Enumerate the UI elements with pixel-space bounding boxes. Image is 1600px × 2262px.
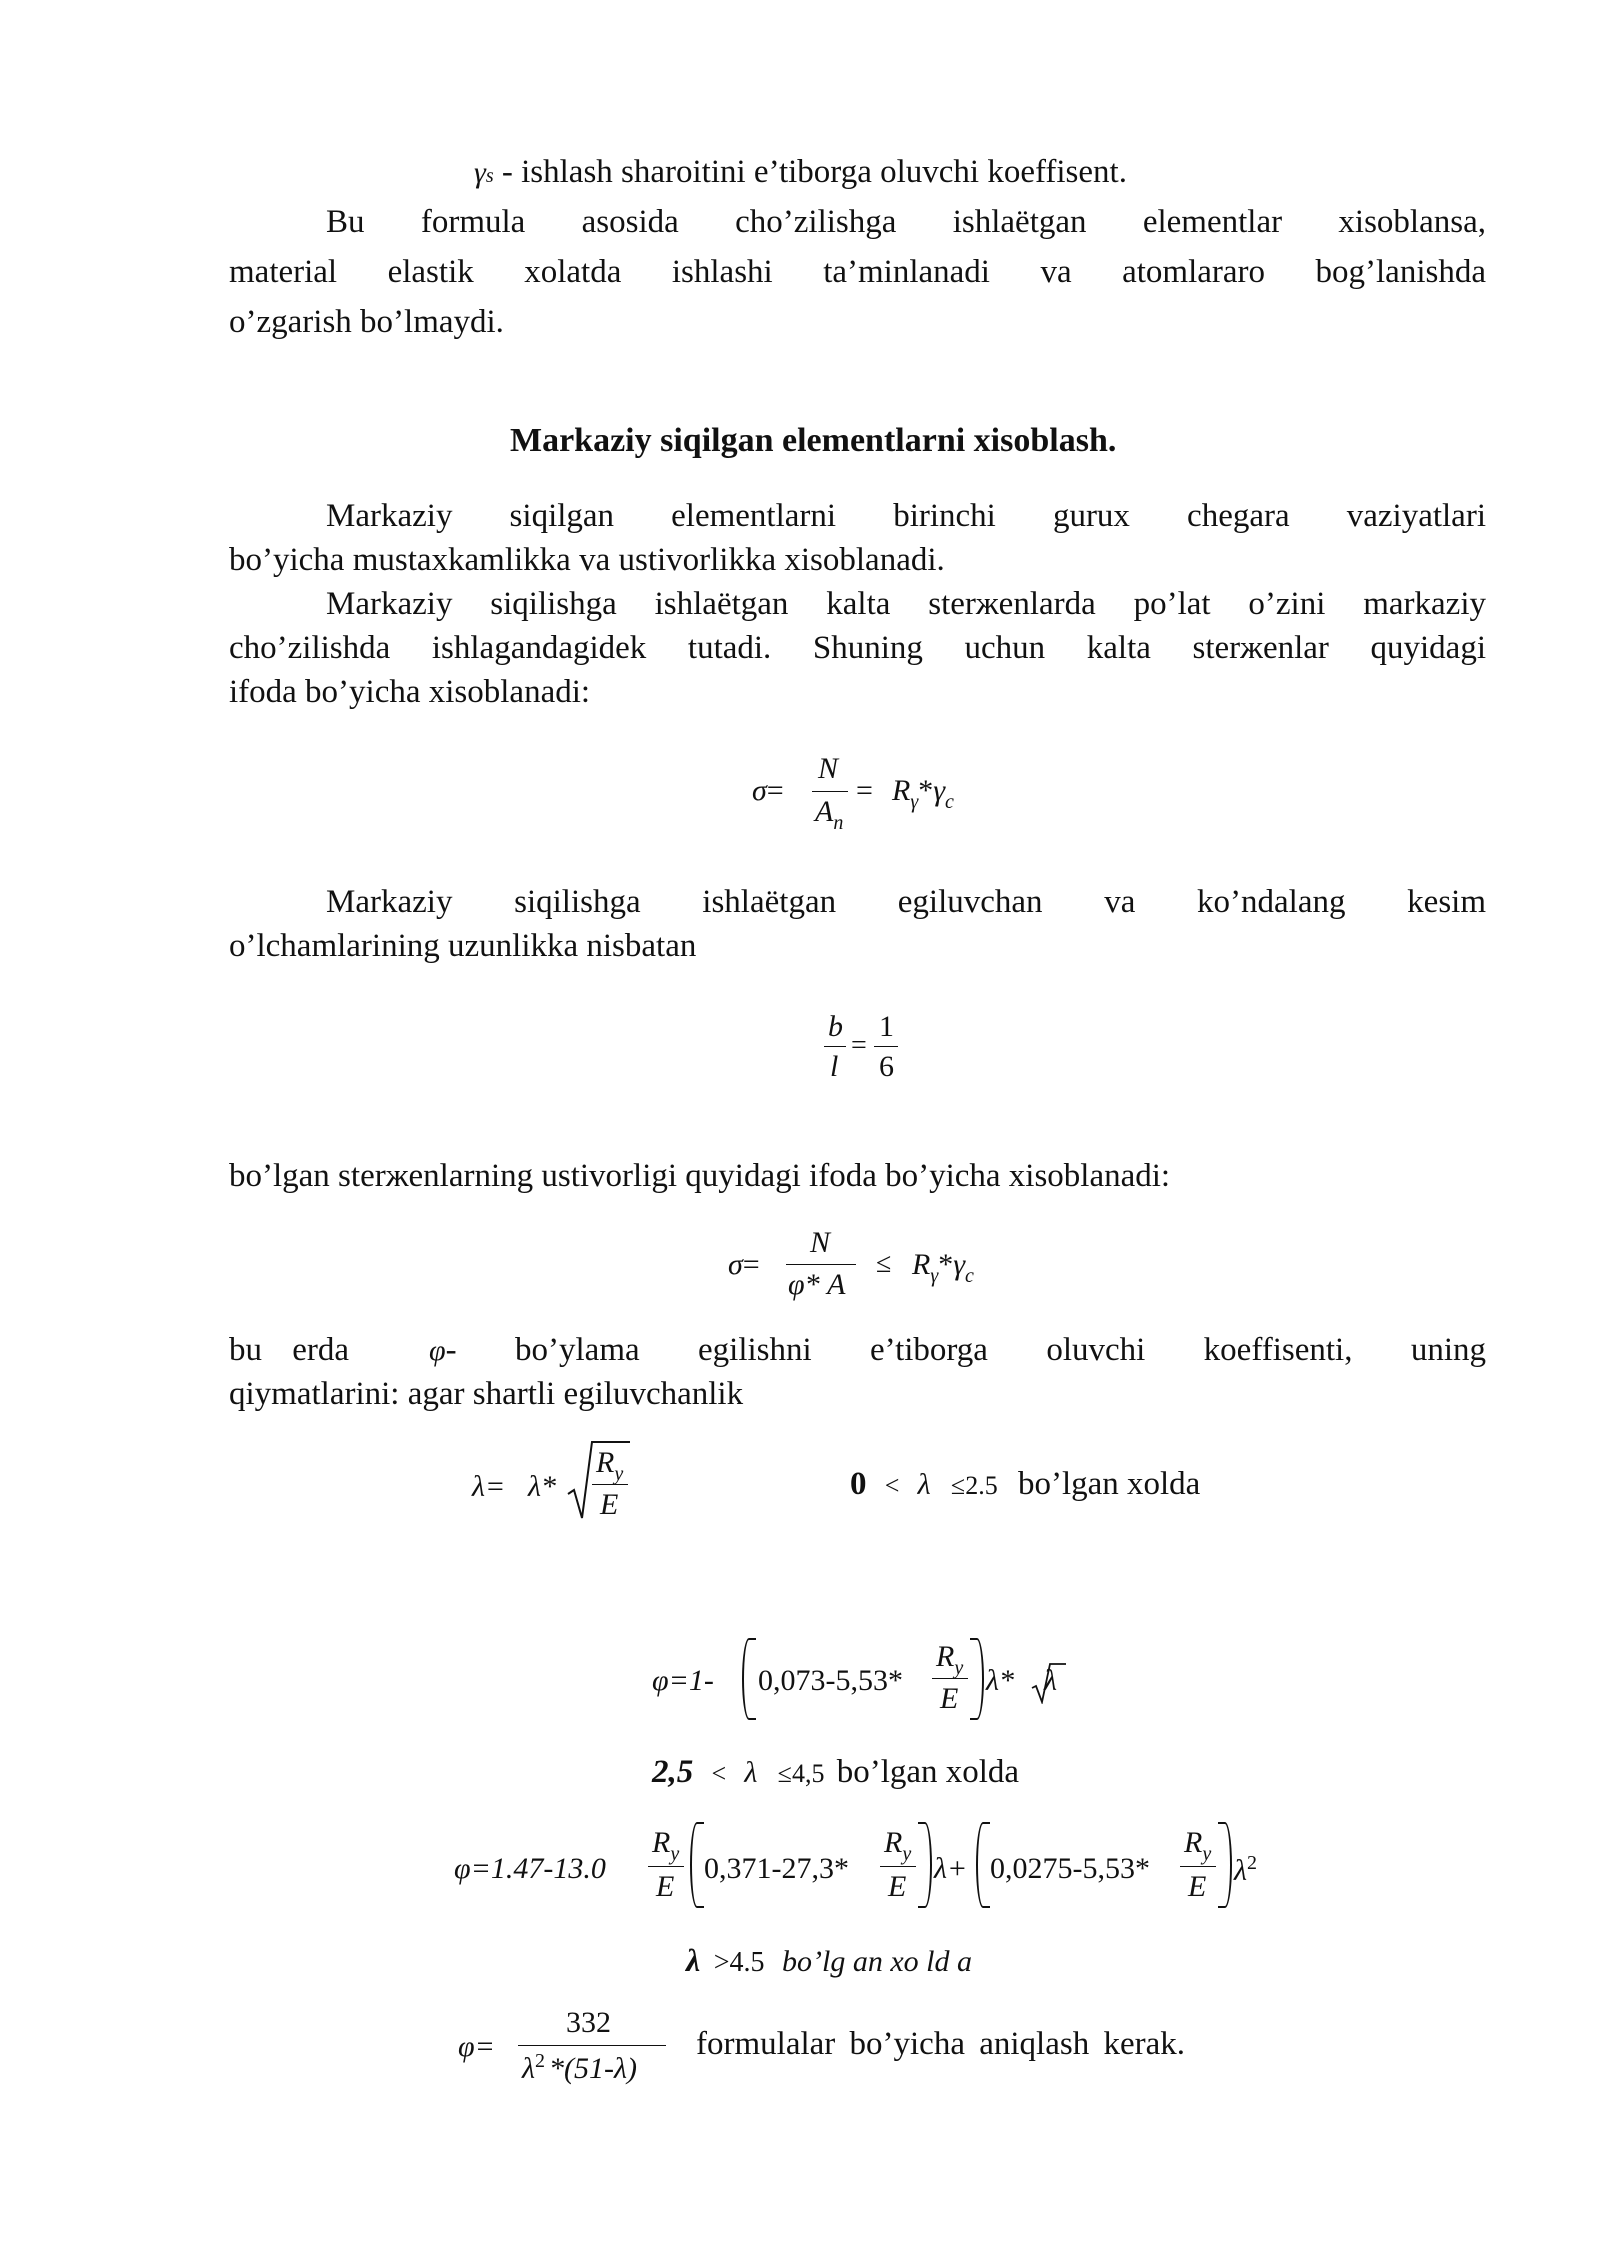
exponent: 2 (1247, 1852, 1257, 1874)
fraction-denominator: E (940, 1682, 959, 1715)
lambda-symbol: λ (686, 1942, 701, 1978)
R-symbol: R (912, 1248, 931, 1281)
lambda-plus: λ+ (934, 1852, 968, 1885)
fraction-bar (786, 1264, 856, 1265)
fraction-numerator: R (652, 1826, 671, 1859)
fraction-bar (648, 1866, 684, 1867)
fraction-bar (518, 2045, 666, 2046)
root-argument: λ (1044, 1664, 1057, 1697)
fraction-denominator: E (600, 1488, 619, 1521)
gamma-symbol: γ (474, 156, 486, 189)
closing-text: formulalar bo’yicha aniqlash kerak. (696, 2026, 1185, 2062)
fraction-denominator: φ* A (788, 1268, 846, 1301)
paragraph-line: qiymatlarini: agar shartli egiluvchanlik (229, 1376, 744, 1412)
fraction-denominator: E (656, 1870, 675, 1903)
exponent: 2 (535, 2050, 545, 2072)
paragraph-line: Markaziy siqilgan elementlarni birinchi gurux chegara vaziyatlari (326, 498, 1486, 534)
paragraph-limit-states (229, 494, 1486, 582)
gamma-subscript: c (945, 791, 954, 813)
section-title: Markaziy siqilgan elementlarni xisoblash. (510, 422, 1117, 459)
paragraph-stability: bo’lgan sterжenlarning ustivorligi quyidagi ifoda bo’yicha xisoblanadi: (229, 1158, 1171, 1194)
condition-upper: ≤4,5 (777, 1759, 825, 1788)
denominator-subscript: n (833, 812, 844, 834)
less-than-sign: < (884, 1471, 900, 1500)
paragraph-line: Markaziy siqilishga ishlaëtgan egiluvchan va ko’ndalang kesim (326, 884, 1486, 920)
fraction-numerator: b (828, 1010, 843, 1043)
paragraph-line: o’lchamlarining uzunlikka nisbatan (229, 928, 697, 964)
condition-lower: 2,5 (652, 1754, 694, 1790)
left-paren-icon (976, 1822, 990, 1908)
paragraph-text: bu erda (229, 1332, 350, 1368)
condition-range-3 (686, 1942, 972, 1979)
lambda-times: λ* (986, 1664, 1014, 1697)
fraction-bar (880, 1866, 916, 1867)
condition-upper: ≤2.5 (950, 1471, 998, 1500)
condition-text: bo’lgan xolda (836, 1754, 1020, 1790)
fraction-numerator: N (810, 1226, 831, 1259)
fraction-denominator: E (888, 1870, 907, 1903)
equals-sign: = (742, 1248, 760, 1281)
multiply-sign: * (918, 774, 934, 807)
paragraph-line: Bu formula asosida cho’zilishga ishlaëtgan elementlar xisoblansa, (326, 204, 1486, 240)
fraction-numerator: 332 (566, 2006, 611, 2039)
right-paren-icon (1218, 1822, 1232, 1908)
R-subscript: γ (930, 1265, 939, 1287)
left-paren-icon (742, 1638, 756, 1720)
right-paren-icon (918, 1822, 932, 1908)
fraction-numerator: R (884, 1826, 903, 1859)
right-paren-icon (970, 1638, 984, 1720)
paragraph-line: cho’zilishda ishlagandagidek tutadi. Shuning uchun kalta sterжenlar quyidagi (229, 630, 1486, 666)
fraction-denominator: 6 (879, 1050, 894, 1083)
numerator-subscript: y (954, 1657, 964, 1679)
lambda-symbol: λ (917, 1468, 931, 1501)
fraction-bar (874, 1046, 898, 1047)
lambda-times: λ* (528, 1470, 556, 1503)
lambda-symbol: λ (522, 2052, 535, 2085)
lambda-symbol: λ (1234, 1854, 1247, 1887)
fraction-denominator: A (815, 795, 834, 828)
numerator-subscript: y (1202, 1843, 1212, 1865)
R-subscript: γ (910, 791, 919, 813)
paragraph-line: ifoda bo’yicha xisoblanadi: (229, 674, 591, 710)
paragraph-short-rods (229, 582, 1486, 714)
numerator-subscript: y (902, 1843, 912, 1865)
numerator-subscript: y (614, 1463, 624, 1485)
paragraph-formula-basis (229, 200, 1486, 344)
sigma-symbol: σ (728, 1248, 743, 1281)
multiply-sign: * (938, 1248, 954, 1281)
fraction-denominator: E (1188, 1870, 1207, 1903)
phi-symbol: φ (429, 1334, 446, 1367)
fraction-numerator: R (596, 1446, 615, 1479)
gamma-symbol: γ (953, 1248, 966, 1281)
fraction-numerator: 1 (879, 1010, 894, 1043)
inner-expression: 0,0275-5,53* (990, 1852, 1150, 1885)
paragraph-line: bo’yicha mustaxkamlikka va ustivorlikka xisoblanadi. (229, 542, 945, 578)
denominator-expression: *(51-λ) (549, 2052, 637, 2085)
paragraph-line: o’zgarish bo’lmaydi. (229, 304, 504, 340)
inner-expression: 0,073-5,53* (758, 1664, 903, 1697)
R-symbol: R (892, 774, 911, 807)
gamma-s-definition (474, 154, 1127, 191)
sigma-symbol: σ (752, 774, 767, 807)
equals-sign: = (856, 774, 873, 807)
fraction-denominator: l (830, 1050, 839, 1083)
less-equal-sign: ≤ (876, 1248, 892, 1279)
fraction-bar (1180, 1866, 1216, 1867)
lambda-symbol: λ (744, 1756, 758, 1789)
less-than-sign: < (711, 1759, 727, 1788)
condition-lower: >4.5 (713, 1947, 765, 1978)
fraction-bar (932, 1678, 968, 1679)
gamma-symbol: γ (933, 774, 946, 807)
condition-text: bo’lgan xolda (1017, 1466, 1201, 1502)
fraction-numerator: R (936, 1640, 955, 1673)
condition-text: bo’lg an xo ld a (782, 1945, 972, 1978)
condition-range-2 (652, 1754, 1019, 1791)
fraction-numerator: R (1184, 1826, 1203, 1859)
equals-sign: = (851, 1030, 867, 1061)
fraction-bar (812, 791, 848, 792)
fraction-bar (824, 1046, 846, 1047)
paragraph-line: Markaziy siqilishga ishlaëtgan kalta sterжenlarda po’lat o’zini markaziy (326, 586, 1486, 622)
phi-lhs: φ=1- (652, 1664, 714, 1697)
paragraph-flexible-rods (229, 880, 1486, 968)
fraction-bar (592, 1484, 628, 1485)
numerator-subscript: y (670, 1843, 680, 1865)
paragraph-text: - bo’ylama egilishni e’tiborga oluvchi koeffisenti, uning (445, 1332, 1486, 1368)
gamma-subscript: s (485, 165, 494, 187)
paragraph-phi-definition (229, 1332, 1486, 1369)
definition-text: - ishlash sharoitini e’tiborga oluvchi koeffisent. (501, 154, 1127, 190)
condition-range-1 (850, 1466, 1200, 1503)
equals-sign: = (766, 774, 784, 807)
gamma-subscript: c (965, 1265, 974, 1287)
lambda-lhs: λ= (472, 1470, 506, 1503)
left-paren-icon (690, 1822, 704, 1908)
phi-lhs: φ=1.47-13.0 (454, 1852, 606, 1885)
fraction-numerator: N (818, 752, 839, 785)
paragraph-line: material elastik xolatda ishlashi ta’minlanadi va atomlararo bog’lanishda (229, 254, 1486, 290)
inner-expression: 0,371-27,3* (704, 1852, 849, 1885)
condition-lower: 0 (850, 1466, 867, 1502)
phi-lhs: φ= (458, 2030, 495, 2063)
